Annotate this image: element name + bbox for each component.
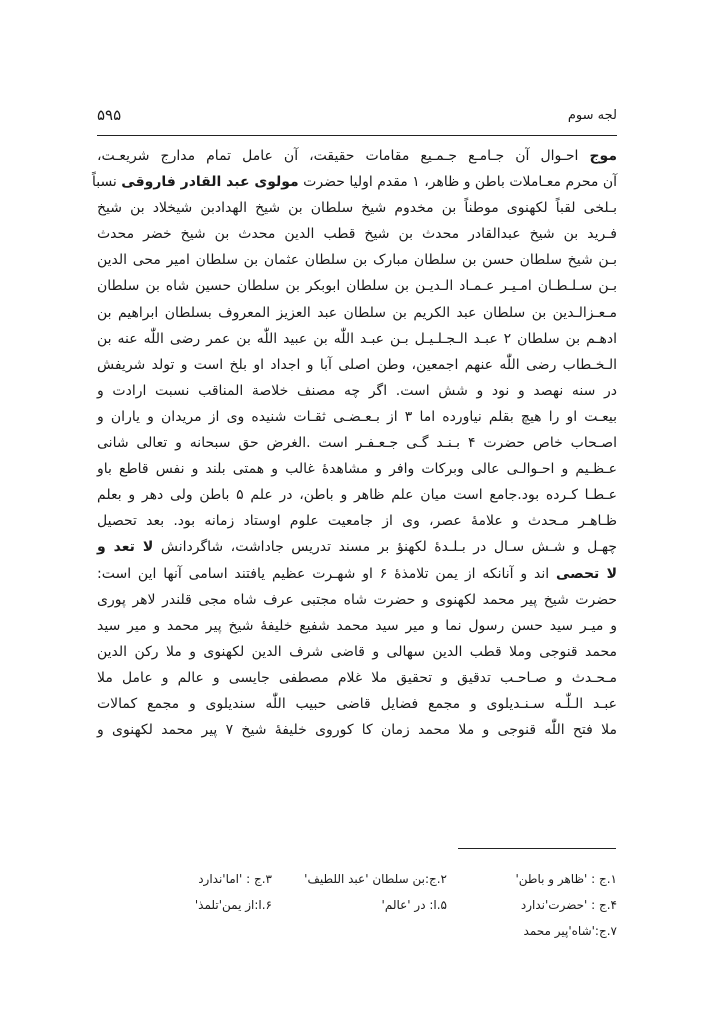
person-name: مولوی عبد القادر فاروقی [121, 174, 299, 191]
text-line: ملا فتح اللّٰه قنوجی و ملا محمد زمان کا کوروی خلیفۀ شیخ ۷ پیر محمد لکهنوی و [97, 722, 617, 739]
text-line: ظـاهـر مـحدث و علامۀ عصر، وی از جامعیت علوم اوستاد زمانه بود. بعد تحصیل [97, 513, 617, 530]
text-line: مـعـزالـدین بن سلطان عبد الکریم بن سلطان عبد العزیز المعروف بسلطان ابراهیم بن [97, 304, 617, 321]
bold-phrase: لا تحصی [556, 565, 617, 582]
footnote: ۱.ج : 'ظاهر و باطن' [515, 872, 617, 886]
footnote: ۶.ا:از یمن'تلمذ' [194, 898, 272, 912]
page-header [97, 102, 617, 128]
text-line: چهـل و شـش سـال در بـلـدۀ لکهنؤ بر مسند تدریس جاداشت، شاگردانش لا تعد و [97, 539, 617, 556]
text-line: در سنه نهصد و نود و شش است. اگر چه مصنف خلاصة المناقب نسبت ارادت و [97, 382, 617, 399]
text-line: بـلخی لقباً لکهنوی موطناً بن مخدوم شیخ سلطان بن شیخ الهدادبن شیخلاد بن شیخ [97, 200, 617, 217]
text-line: اصـحاب خاص حضرت ۴ بـنـد گـی جـعـفـر است .الغرض حق سبحانه و تعالی شانی [97, 435, 618, 452]
text-line: عبـد الـلّٰـه سـنـدیلوی و مجمع فضایل قاضی حبیب اللّٰه سندیلوی و مجمع کمالات [97, 695, 617, 712]
section-keyword: موج [589, 148, 617, 164]
footnote: ۴.ج : 'حضرت'ندارد [520, 898, 617, 912]
text-line: فـرید بن شیخ عبدالقادر محدث بن شیخ قطب الدین محدث بن شیخ خضر محدث [97, 226, 617, 243]
body-text [91, 143, 618, 743]
text-line: لا تحصی اند و آنانکه از یمن تلامذۀ ۶ او شهـرت عظیم یافتند اسامی آنها این است: [97, 565, 617, 582]
footnote: ۳.ج : 'اما'ندارد [198, 872, 272, 886]
text-line: عـطـا کـرده بود.جامع است میان علم ظاهر و باطن، در علم ۵ باطن ولی دهر و بعلم [97, 487, 617, 504]
text-line: الـخـطاب رضی اللّٰه عنهم اجمعین، وطن اصلی آبا و اجداد او بلخ است و تولد شریفش [97, 356, 617, 373]
footnote: ۵.ا: در 'عالم' [381, 898, 447, 912]
footnote-row [97, 892, 617, 918]
footnote-row [97, 918, 617, 944]
footnote: ۲.ج:بن سلطان 'عبد اللطیف' [304, 872, 447, 886]
text-line: بـن سـلـطـان امـیـر عـمـاد الـدیـن بن سلطان ابوبکر بن سلطان حسین شاه بن سلطان [97, 278, 617, 295]
text-line: بـن شیخ سلطان حسن بن سلطان مبارک بن سلطان عثمان بن سلطان امیر محی الدین [97, 252, 617, 269]
running-head: لجه سوم [567, 108, 617, 123]
page-number: ۵۹۵ [97, 106, 122, 124]
bold-phrase: لا تعد و [97, 539, 154, 556]
text-line: ادهـم بن سلطان ۲ عبـد الـجـلـیـل بـن عبـد اللّٰه بن عبید اللّٰه بن عمر رضی اللّٰه عنه بن [97, 330, 617, 347]
header-rule [97, 135, 617, 136]
footnote: ۷.ج:'شاه'پیر محمد [523, 924, 617, 938]
text-line: بیعـت او را هیچ بقلم نیاورده اما ۳ از بـعـضـی ثقـات شنیده وی از مریدان و یاران و [97, 408, 617, 425]
footnotes [97, 866, 617, 944]
text-line: حضرت شیخ پیر محمد لکهنوی و حضرت شاه مجتبی عرف شاه مجی قلندر لاهر پوری [97, 591, 617, 608]
text-line: موج احـوال آن جـامـع جـمـیع مقامات حقیقت، آن عامل تمام مدارج شریعـت، [97, 148, 617, 164]
text-line: و میـر سید حسن رسول نما و میر سید محمد شفیع خلیفۀ شیخ پیر محمد و میر سید [97, 617, 617, 634]
text-line: محمد قنوجی وملا قطب الدین سهالی و قاضی شرف الدین لکهنوی و ملا رکن الدین [97, 643, 617, 660]
footnote-rule [458, 848, 616, 849]
footnote-row [97, 866, 617, 892]
text-line: عـظـیم و احـوالـی عالی وبرکات وافر و مشاهدۀ غالب و همتی بلند و نفس قاطع باو [97, 461, 617, 478]
text-line: آن محرم معـاملات باطن و ظاهر، ۱ مقدم اولیا حضرت مولوی عبد القادر فاروقی نسباً [91, 174, 617, 191]
text-line: مـحـدث و صـاحـب تدقیق و تحقیق ملا غلام مصطفی جایسی و عالم و عامل ملا [97, 669, 617, 686]
